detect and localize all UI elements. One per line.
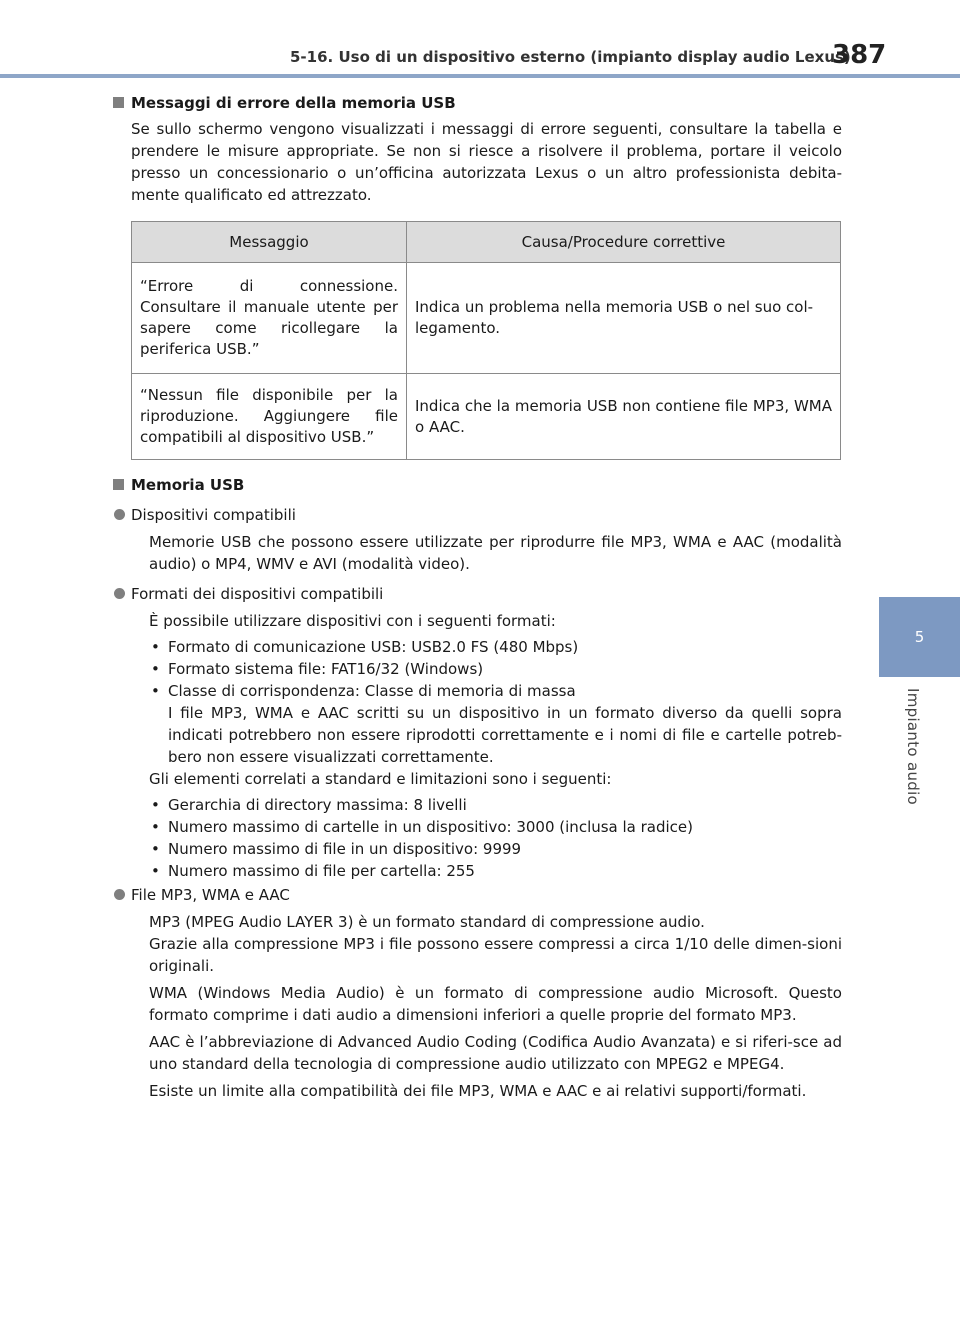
circle-bullet-icon bbox=[114, 509, 125, 520]
formats-note: I file MP3, WMA e AAC scritti su un dispositivo in un formato diverso da quelli sopra indicati potrebbero non essere riprodotti correttamente e i nomi di file e cartelle potreb-bero non essere visualizzati correttamente. bbox=[168, 704, 842, 766]
list-item: • Numero massimo di file per cartella: 255 bbox=[149, 860, 842, 882]
formats-intro: È possibile utilizzare dispositivi con i seguenti formati: bbox=[149, 612, 556, 630]
table-cell-message: “Errore di connessione. Consultare il manuale utente per sapere come ricollegare la periferica USB.” bbox=[132, 263, 407, 374]
list-item: • Numero massimo di cartelle in un dispositivo: 3000 (inclusa la radice) bbox=[149, 816, 842, 838]
mp3-definition: MP3 (MPEG Audio LAYER 3) è un formato standard di compressione audio. bbox=[149, 913, 705, 931]
section-heading-usb-errors: Messaggi di errore della memoria USB bbox=[112, 92, 842, 114]
running-header: 5-16. Uso di un dispositivo esterno (impianto display audio Lexus) bbox=[290, 48, 851, 66]
square-bullet-icon bbox=[113, 479, 124, 490]
table-header-message: Messaggio bbox=[132, 222, 407, 263]
table-header-row bbox=[132, 222, 841, 263]
aac-paragraph: AAC è l’abbreviazione di Advanced Audio Coding (Codifica Audio Avanzata) e si riferi-sce ad uno standard della tecnologia di compressione audio utilizzato con MPEG2 e MPEG4. bbox=[149, 1033, 842, 1073]
table-cell-cause: Indica un problema nella memoria USB o nel suo col-legamento. bbox=[407, 263, 841, 374]
circle-bullet-icon bbox=[114, 889, 125, 900]
table-cell-message: “Nessun file disponibile per la riproduzione. Aggiungere file compatibili al dispositivo USB.” bbox=[132, 374, 407, 460]
error-messages-table bbox=[131, 221, 841, 460]
list-item: • Gerarchia di directory massima: 8 livelli bbox=[149, 794, 842, 816]
chapter-label: Impianto audio bbox=[904, 688, 922, 806]
compatibility-limit-paragraph: Esiste un limite alla compatibilità dei file MP3, WMA e AAC e ai relativi supporti/formati. bbox=[149, 1082, 807, 1100]
subheading-compatible-devices: Dispositivi compatibili bbox=[112, 504, 842, 526]
list-item: • Numero massimo di file in un dispositivo: 9999 bbox=[149, 838, 842, 860]
limits-intro: Gli elementi correlati a standard e limitazioni sono i seguenti: bbox=[149, 770, 612, 788]
wma-paragraph: WMA (Windows Media Audio) è un formato di compressione audio Microsoft. Questo formato comprime i dati audio a dimensioni inferiori a quelle proprie del formato MP3. bbox=[149, 984, 842, 1024]
table-cell-cause: Indica che la memoria USB non contiene file MP3, WMA o AAC. bbox=[407, 374, 841, 460]
table-row bbox=[132, 263, 841, 374]
list-item: • Formato sistema file: FAT16/32 (Windows) bbox=[149, 658, 842, 680]
circle-bullet-icon bbox=[114, 588, 125, 599]
page-number: 387 bbox=[832, 40, 887, 70]
list-item: • Formato di comunicazione USB: USB2.0 FS (480 Mbps) bbox=[149, 636, 842, 658]
chapter-number: 5 bbox=[914, 628, 925, 646]
header-rule bbox=[0, 74, 960, 78]
square-bullet-icon bbox=[113, 97, 124, 108]
table-row bbox=[132, 374, 841, 460]
page-content bbox=[112, 92, 842, 1102]
chapter-tab bbox=[879, 597, 960, 677]
formats-list bbox=[149, 636, 842, 702]
subheading-audio-files: File MP3, WMA e AAC bbox=[112, 884, 842, 906]
list-item: • Classe di corrispondenza: Classe di memoria di massa bbox=[149, 680, 842, 702]
table-header-cause: Causa/Procedure correttive bbox=[407, 222, 841, 263]
intro-paragraph: Se sullo schermo vengono visualizzati i messaggi di errore seguenti, consultare la tabella e prendere le misure appropriate. Se non si riesce a risolvere il problema, portare il veicolo presso un concessionario o un’officina autorizzata Lexus o un altro professionista debita-mente qualificato ed attrezzato. bbox=[131, 120, 842, 204]
devices-paragraph: Memorie USB che possono essere utilizzate per riprodurre file MP3, WMA e AAC (modalità audio) o MP4, WMV e AVI (modalità video). bbox=[149, 533, 842, 573]
section-heading-usb-memory: Memoria USB bbox=[112, 474, 842, 496]
mp3-compression: Grazie alla compressione MP3 i file possono essere compressi a circa 1/10 delle dimen-sioni originali. bbox=[149, 935, 842, 975]
limits-list bbox=[149, 794, 842, 882]
subheading-compatible-formats: Formati dei dispositivi compatibili bbox=[112, 583, 842, 605]
